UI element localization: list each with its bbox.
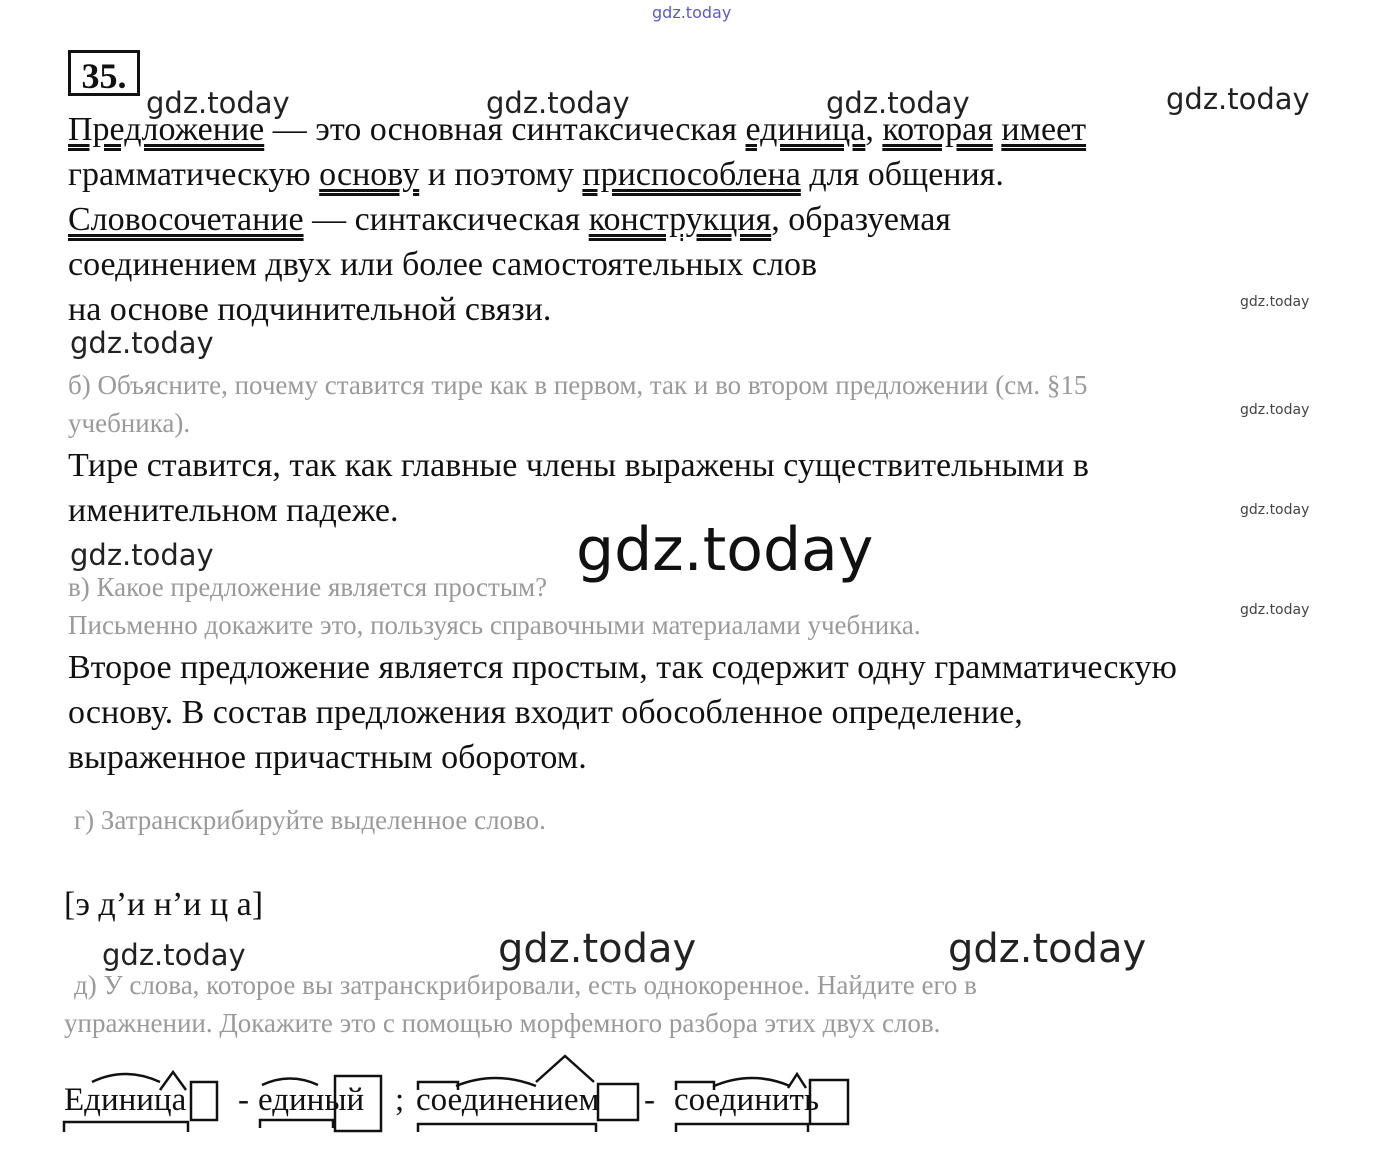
watermark: gdz.today: [70, 538, 214, 572]
watermark: gdz.today: [826, 86, 970, 120]
base-bracket: [418, 1124, 596, 1132]
underlined-word: имеет: [1001, 111, 1087, 148]
underlined-word: основу: [319, 156, 420, 193]
morpheme-word-2: единый: [258, 1082, 365, 1118]
watermark: gdz.today: [102, 938, 246, 972]
morpheme-word-1: Единица: [64, 1082, 187, 1118]
suffix-mark: [536, 1056, 594, 1082]
text: , образуемая: [771, 201, 951, 238]
underlined-word: Предложение: [68, 111, 265, 148]
text: — это основная синтаксическая: [264, 111, 746, 148]
base-bracket: [676, 1124, 808, 1132]
base-bracket: [64, 1122, 188, 1132]
question-g: г) Затранскрибируйте выделенное слово.: [74, 805, 546, 835]
watermark: gdz.today: [146, 86, 290, 120]
question-d-line-1: д) У слова, которое вы затранскрибировали, есть однокоренное. Найдите его в: [74, 970, 977, 1000]
watermark: gdz.today: [486, 86, 630, 120]
underlined-word: конструкция: [588, 201, 772, 238]
morpheme-word-4: соединить: [674, 1082, 820, 1118]
text: и поэтому: [419, 156, 583, 193]
watermark-small: gdz.today: [1240, 502, 1310, 518]
definition-line-4: соединением двух или более самостоятельных слов: [68, 246, 817, 283]
ending-box: [191, 1082, 217, 1120]
definition-line-1: [68, 108, 1086, 152]
answer-v-line-2: основу. В состав предложения входит обособленное определение,: [68, 694, 1023, 731]
watermark-top: gdz.today: [652, 3, 732, 22]
underlined-word: которая: [882, 111, 993, 148]
underlined-word: приспособлена: [582, 156, 801, 193]
morpheme-separator: ;: [395, 1082, 405, 1118]
question-v-line-1: в) Какое предложение является простым?: [68, 572, 548, 602]
watermark-small: gdz.today: [1240, 294, 1310, 310]
base-bracket: [260, 1120, 333, 1128]
morpheme-separator: -: [644, 1082, 655, 1118]
answer-b-line-2: именительном падеже.: [68, 492, 399, 529]
question-b-line-2: учебника).: [68, 408, 191, 438]
morpheme-word-3: соединением: [416, 1082, 600, 1118]
definition-line-5: на основе подчинительной связи.: [68, 291, 552, 328]
definition-line-2: [68, 153, 1004, 197]
watermark: gdz.today: [948, 926, 1147, 972]
watermark-large: gdz.today: [576, 515, 874, 585]
root-arc: [92, 1074, 160, 1082]
watermark: gdz.today: [70, 326, 214, 360]
question-d-line-2: упражнении. Докажите это с помощью морфемного разбора этих двух слов.: [64, 1008, 941, 1038]
answer-v-line-1: Второе предложение является простым, так содержит одну грамматическую: [68, 649, 1177, 686]
underlined-word: Словосочетание: [68, 201, 304, 238]
definition-line-3: [68, 198, 951, 242]
watermark: gdz.today: [498, 926, 697, 972]
watermark-small: gdz.today: [1240, 402, 1310, 418]
underlined-word: единица: [745, 111, 866, 148]
text: для общения.: [800, 156, 1004, 193]
question-b-line-1: б) Объясните, почему ставится тире как в первом, так и во втором предложении (см. §15: [68, 370, 1088, 400]
question-v-line-2: Письменно докажите это, пользуясь справочными материалами учебника.: [68, 610, 921, 640]
text: ,: [865, 111, 883, 148]
watermark: gdz.today: [1166, 82, 1310, 116]
transcription: [э д’и н’и ц а]: [64, 886, 264, 923]
morpheme-separator: -: [238, 1082, 249, 1118]
ending-box: [598, 1084, 638, 1120]
answer-v-line-3: выраженное причастным оборотом.: [68, 739, 587, 776]
watermark-small: gdz.today: [1240, 602, 1310, 618]
answer-b-line-1: Тире ставится, так как главные члены выражены существительными в: [68, 447, 1089, 484]
text: — синтаксическая: [303, 201, 589, 238]
exercise-number: 35.: [68, 50, 140, 96]
text: грамматическую: [68, 156, 320, 193]
